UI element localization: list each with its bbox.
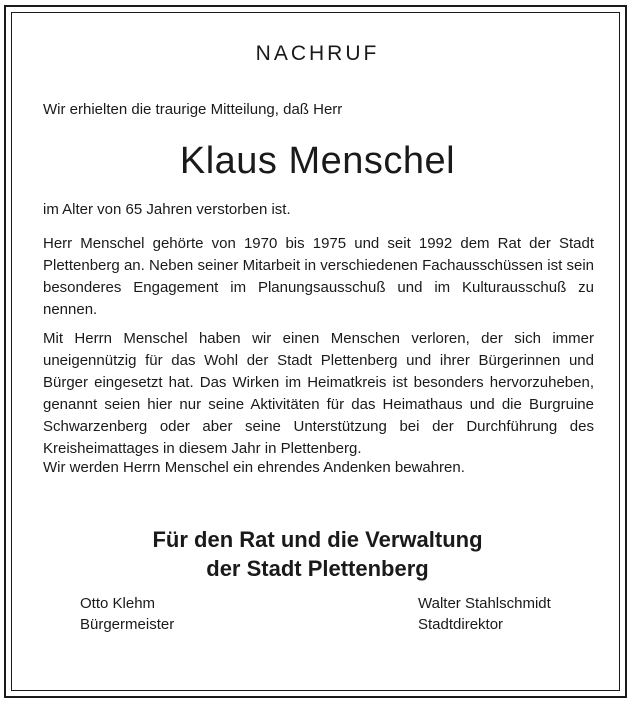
paragraph-remembrance: Wir werden Herrn Menschel ein ehrendes Andenken bewahren. <box>43 459 465 476</box>
signoff-line-1: Für den Rat und die Verwaltung <box>152 527 483 552</box>
signatory-left-title: Bürgermeister <box>80 616 175 633</box>
signatory-right-title: Stadtdirektor <box>418 616 504 633</box>
notice-heading: NACHRUF <box>255 42 380 65</box>
signatory-right <box>418 593 551 635</box>
paragraph-tribute: Mit Herrn Menschel haben wir einen Menschen verloren, der sich immer uneigennützig für das Wohl der Stadt Plettenberg und ihrer Bürgerinnen und Bürger eingesetzt hat. Das Wirken im Heimatkreis ist besonders hervorzuheben, genannt seien hier nur seine Aktivitäten für das Heimathaus und die Burgruine Schwarzenberg oder aber seine Unterstützung bei der Durchführung des Kreisheimattages in diesem Jahr in Plettenberg. <box>43 330 594 457</box>
signatory-right-name: Walter Stahlschmidt <box>418 595 551 612</box>
paragraph-council-service: Herr Menschel gehörte von 1970 bis 1975 und seit 1992 dem Rat der Stadt Plettenberg an. Neben seiner Mitarbeit in verschiedenen Fachausschüssen ist sein besonderes Engagement im Planungsausschuß und im Kulturausschuß zu nennen. <box>43 235 594 318</box>
signatory-left-name: Otto Klehm <box>80 595 156 612</box>
signoff-line-2: der Stadt Plettenberg <box>206 556 429 581</box>
signatory-left <box>80 593 174 635</box>
deceased-name: Klaus Menschel <box>179 140 456 182</box>
intro-line: Wir erhielten die traurige Mitteilung, daß Herr <box>43 101 343 118</box>
age-line: im Alter von 65 Jahren verstorben ist. <box>43 201 291 218</box>
